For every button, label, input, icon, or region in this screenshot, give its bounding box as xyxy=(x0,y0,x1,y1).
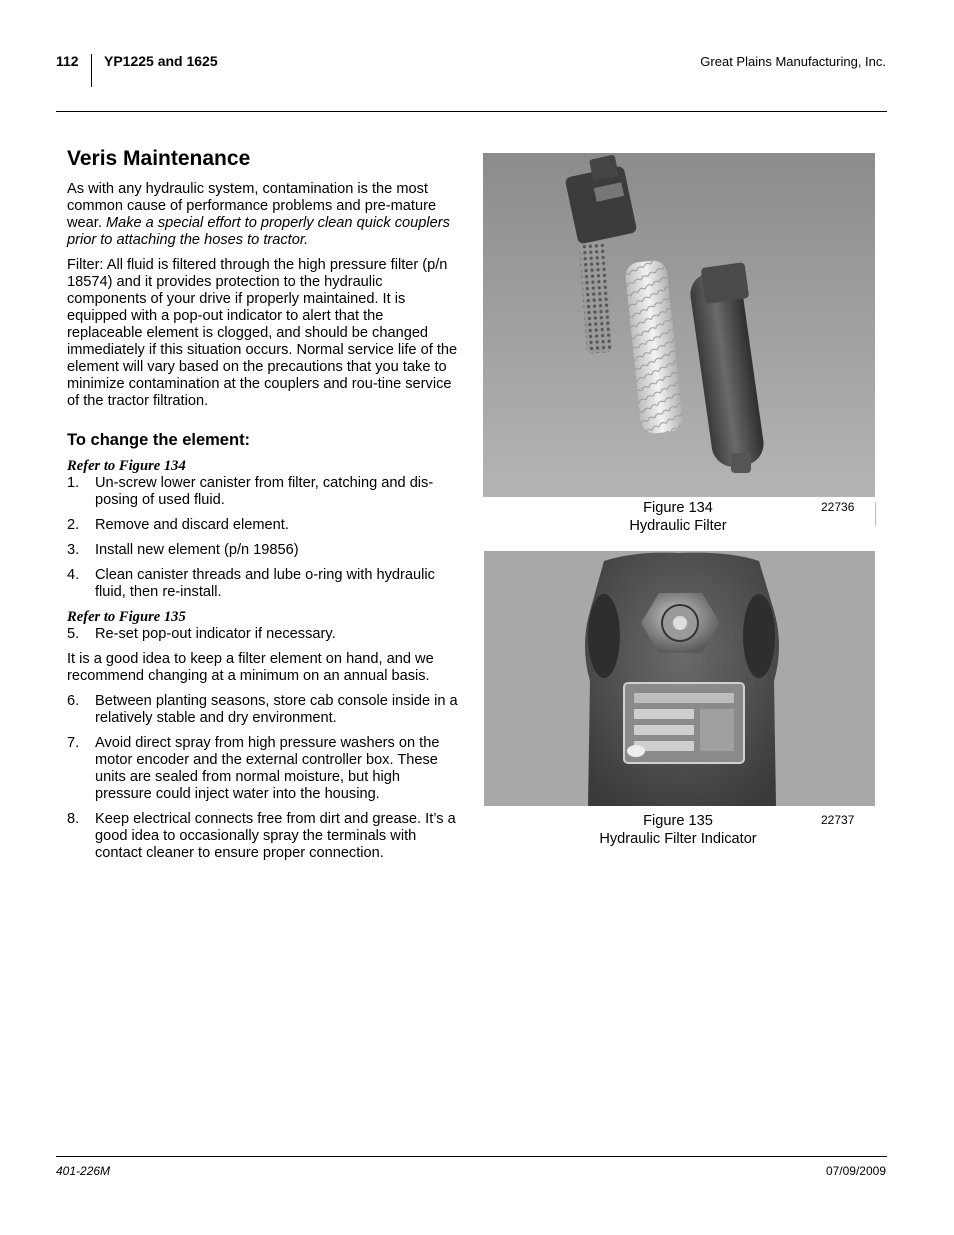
figure-reference-134: Refer to Figure 134 xyxy=(67,458,186,474)
step-number: 8. xyxy=(67,811,80,827)
step-text: Install new element (p/n 19856) xyxy=(95,542,299,558)
figure-135-id: 22737 xyxy=(821,813,855,827)
list-item xyxy=(67,567,459,601)
main-text-column xyxy=(67,146,459,870)
list-item xyxy=(67,475,459,509)
step-number: 2. xyxy=(67,517,80,533)
figure-135-caption xyxy=(583,812,773,848)
figure-divider xyxy=(875,502,876,526)
figure-135-title: Hydraulic Filter Indicator xyxy=(599,831,757,847)
step-text: Keep electrical connects free from dirt and grease. It’s a good idea to occasionally spray the terminals with contact cleaner to ensure proper connection. xyxy=(95,811,456,861)
step-text: Clean canister threads and lube o-ring with hydraulic fluid, then re-install. xyxy=(95,567,435,600)
figure-134-photo xyxy=(483,153,875,497)
step-number: 1. xyxy=(67,475,80,491)
header-company: Great Plains Manufacturing, Inc. xyxy=(700,54,886,69)
figure-134-caption xyxy=(583,499,773,535)
step-text: Between planting seasons, store cab console inside in a relatively stable and dry environment. xyxy=(95,693,458,726)
step-number: 6. xyxy=(67,693,80,709)
footer-doc-number: 401-226M xyxy=(56,1164,111,1178)
intro-paragraph xyxy=(67,181,459,249)
figure-134-label: Figure 134 xyxy=(643,500,713,516)
figure-reference-135: Refer to Figure 135 xyxy=(67,609,186,625)
subsection-title: To change the element: xyxy=(67,431,251,449)
figure-135-label: Figure 135 xyxy=(643,813,713,829)
header-model: YP1225 and 1625 xyxy=(104,53,218,69)
list-item xyxy=(67,542,459,559)
figure-134-title: Hydraulic Filter xyxy=(629,518,727,534)
page-number: 112 xyxy=(56,53,79,69)
figure-134-id: 22736 xyxy=(821,500,855,514)
step-number: 7. xyxy=(67,735,80,751)
steps-list-a xyxy=(67,475,459,601)
list-item xyxy=(67,626,459,643)
filter-indicator-illustration xyxy=(484,551,875,806)
figure-135-photo xyxy=(484,551,875,806)
list-item xyxy=(67,811,459,862)
step-text: Remove and discard element. xyxy=(95,517,289,533)
advice-paragraph: It is a good idea to keep a filter element on hand, and we recommend changing at a minimum on an annual basis. xyxy=(67,651,434,684)
step-number: 4. xyxy=(67,567,80,583)
step-number: 5. xyxy=(67,626,80,642)
steps-list-step5 xyxy=(67,626,459,643)
hydraulic-filter-illustration xyxy=(483,153,875,497)
list-item xyxy=(67,517,459,534)
step-number: 3. xyxy=(67,542,80,558)
step-text: Un-screw lower canister from filter, catching and dis-posing of used fluid. xyxy=(95,475,434,508)
list-item xyxy=(67,693,459,727)
filter-paragraph: Filter: All fluid is filtered through the high pressure filter (p/n 18574) and it provides protection to the hydraulic components of your drive if properly maintained. It is equipped with a pop-out indicator to alert that the replaceable element is clogged, and should be changed immediately if this situation occurs. Normal service life of the element will vary based on the precautions that you take to minimize contamination at the couplers and rou-tine service of the tractor filtration. xyxy=(67,257,458,409)
header-divider xyxy=(91,54,92,87)
list-item xyxy=(67,735,459,803)
footer-date: 07/09/2009 xyxy=(825,1164,886,1178)
intro-warning: Make a special effort to properly clean quick couplers prior to attaching the hoses to tractor. xyxy=(67,215,450,248)
step-text: Avoid direct spray from high pressure washers on the motor encoder and the external controller box. These units are sealed from normal moisture, but high pressure could inject water into the housing. xyxy=(95,735,440,802)
intro-text: As with any hydraulic system, contamination is the most common cause of performance problems and pre-mature wear. xyxy=(67,181,437,231)
steps-list-b xyxy=(67,693,459,862)
step-text: Re-set pop-out indicator if necessary. xyxy=(95,626,336,642)
footer-rule xyxy=(56,1156,887,1157)
section-title: Veris Maintenance xyxy=(67,147,251,170)
header-rule xyxy=(56,111,887,112)
